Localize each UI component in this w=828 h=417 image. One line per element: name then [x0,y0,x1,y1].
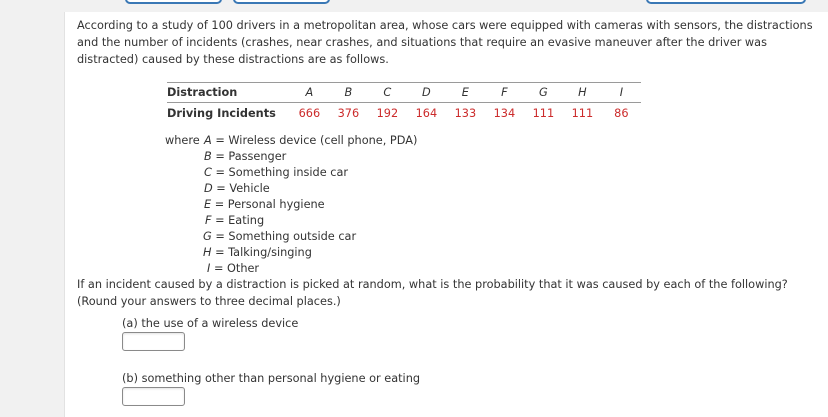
legend-desc: Passenger [228,150,287,163]
legend-item [204,165,348,181]
table-value: 86 [614,106,629,120]
top-button-right[interactable] [646,0,806,4]
legend-item [205,213,264,229]
table-key: A [290,83,329,103]
legend-item [204,181,270,197]
question-panel [64,12,828,417]
table-key: C [368,83,407,103]
legend-desc: Vehicle [229,182,270,195]
table-key: H [563,83,602,103]
legend-equals: = [215,166,225,179]
legend-item [204,133,417,149]
table-value: 134 [493,106,516,120]
table-key: E [446,83,485,103]
legend-key: H [203,246,212,259]
part-a-label: (a) the use of a wireless device [122,317,299,330]
legend-item [203,245,312,261]
top-button-left[interactable] [125,0,222,4]
table-header-label: Distraction [167,83,290,103]
table-header-row [167,83,641,103]
legend-equals: = [213,262,224,275]
legend-equals: = [215,230,225,243]
table-key: B [329,83,368,103]
legend-desc: Talking/singing [228,246,312,259]
legend-key: I [207,262,211,275]
table-value: 133 [454,106,477,120]
table-row-label: Driving Incidents [167,106,276,120]
legend-desc: Personal hygiene [227,198,325,211]
legend-equals: = [215,134,225,147]
legend-equals: = [214,198,225,211]
part-b-label: (b) something other than personal hygiene or eating [122,372,421,385]
table-key: G [524,83,563,103]
part-a-answer-input[interactable] [122,332,185,351]
legend-key: C [204,166,212,179]
table-key: D [407,83,446,103]
part-b-answer-input[interactable] [122,387,185,406]
top-button-middle[interactable] [233,0,330,4]
legend-item [207,261,259,277]
question-line: If an incident caused by a distraction is picked at random, what is the probability that it was caused by each of the following? [77,278,788,291]
intro-paragraph [77,17,813,68]
legend-key: E [204,198,212,211]
table-value: 666 [298,106,321,120]
legend-equals: = [216,182,226,195]
table-value: 376 [337,106,360,120]
distraction-table [167,82,641,123]
legend-equals: = [215,246,225,259]
legend-equals: = [215,150,225,163]
question-text [77,276,788,310]
table-value: 164 [415,106,438,120]
legend-equals: = [215,214,225,227]
table-key: I [602,83,641,103]
legend-key: F [205,214,212,227]
legend-key: G [203,230,212,243]
legend-key: B [204,150,212,163]
legend-item [204,149,286,165]
table-value: 192 [376,106,399,120]
table-value: 111 [571,106,594,120]
intro-line: and the number of incidents (crashes, near crashes, and situations that require an evasive maneuver after the driver was [77,36,767,49]
legend-desc: Other [227,262,260,275]
legend-desc: Wireless device (cell phone, PDA) [228,134,418,147]
question-line: (Round your answers to three decimal places.) [77,295,341,308]
intro-line: distracted) caused by these distractions are as follows. [77,53,389,66]
legend-item [203,229,356,245]
table-key: F [485,83,524,103]
legend-where: where [165,134,200,147]
legend-item [204,197,325,213]
legend-desc: Something inside car [228,166,349,179]
legend-key: A [204,134,212,147]
table-values-row [167,103,641,124]
legend-desc: Something outside car [228,230,357,243]
legend-key: D [204,182,213,195]
intro-line: According to a study of 100 drivers in a metropolitan area, whose cars were equipped with cameras with sensors, the distractions [77,19,813,32]
legend-desc: Eating [228,214,265,227]
table-value: 111 [532,106,555,120]
